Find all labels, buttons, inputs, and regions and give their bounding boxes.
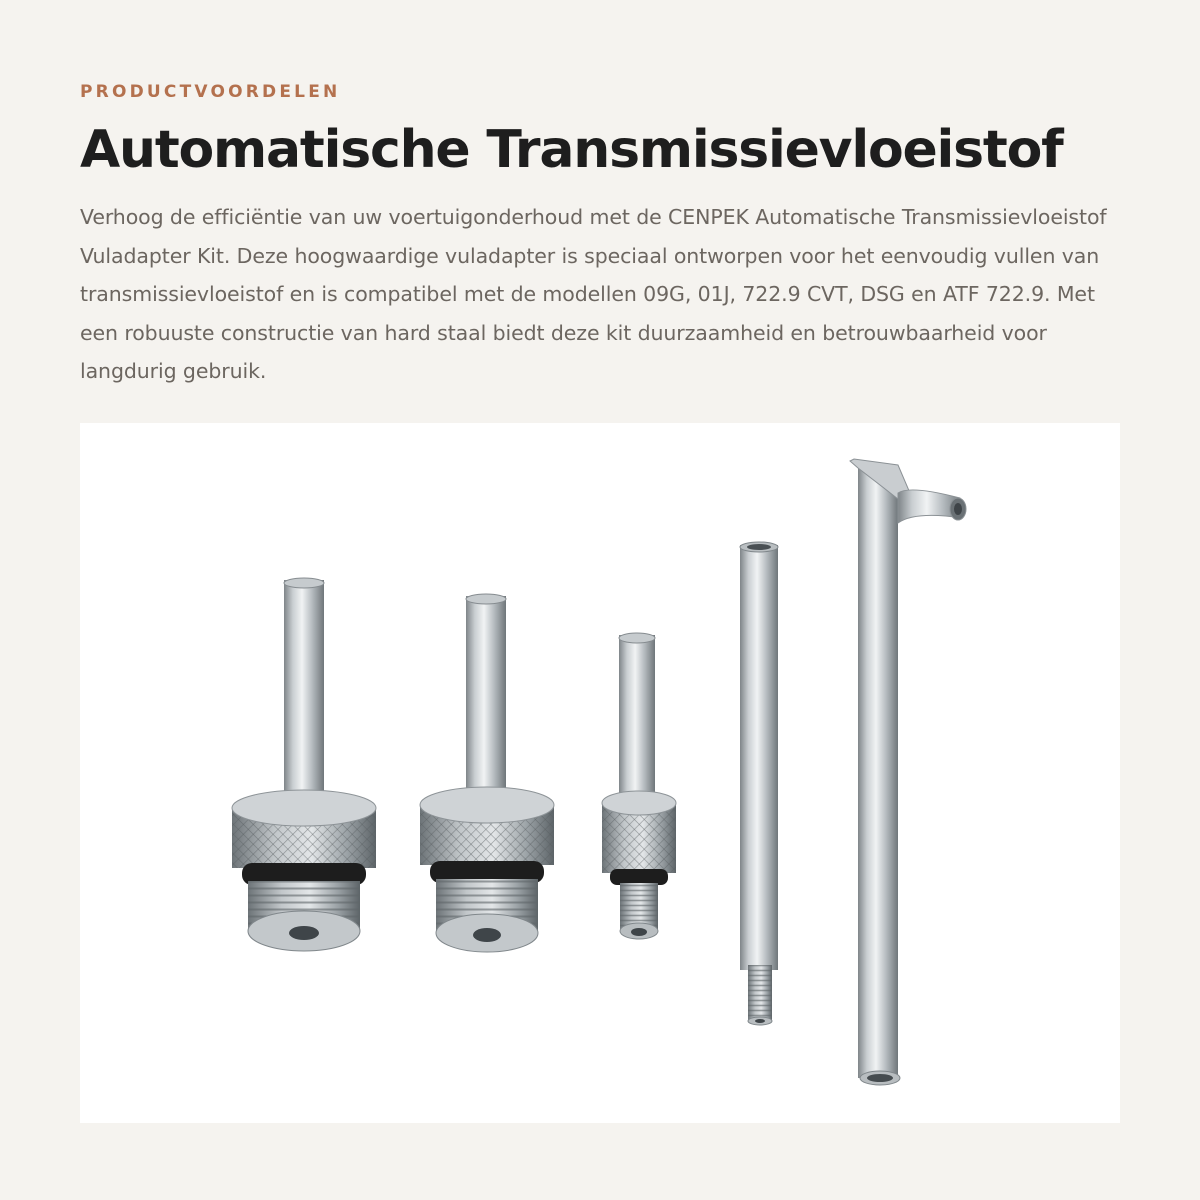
large-adapter-icon — [232, 578, 376, 951]
medium-adapter-icon — [420, 594, 554, 952]
product-image — [80, 423, 1120, 1123]
section-description: Verhoog de efficiëntie van uw voertuigonderhoud met de CENPEK Automatische Transmissievloeistof Vuladapter Kit. Deze hoogwaardige vuladapter is speciaal ontworpen voor het eenvoudig vullen van transmissievloeistof en is compatibel met de modellen 09G, 01J, 722.9 CVT, DSG en ATF 722.9. Met een robuuste constructie van hard staal biedt deze kit duurzaamheid en betrouwbaarheid voor langdurig gebruik. — [80, 205, 1107, 383]
section-eyebrow: PRODUCTVOORDELEN — [80, 82, 341, 102]
section-title: Automatische Transmissievloeistof — [80, 120, 1063, 180]
small-adapter-icon — [602, 633, 676, 939]
straight-tube-icon — [740, 542, 778, 1025]
angled-tube-icon — [850, 459, 966, 1085]
